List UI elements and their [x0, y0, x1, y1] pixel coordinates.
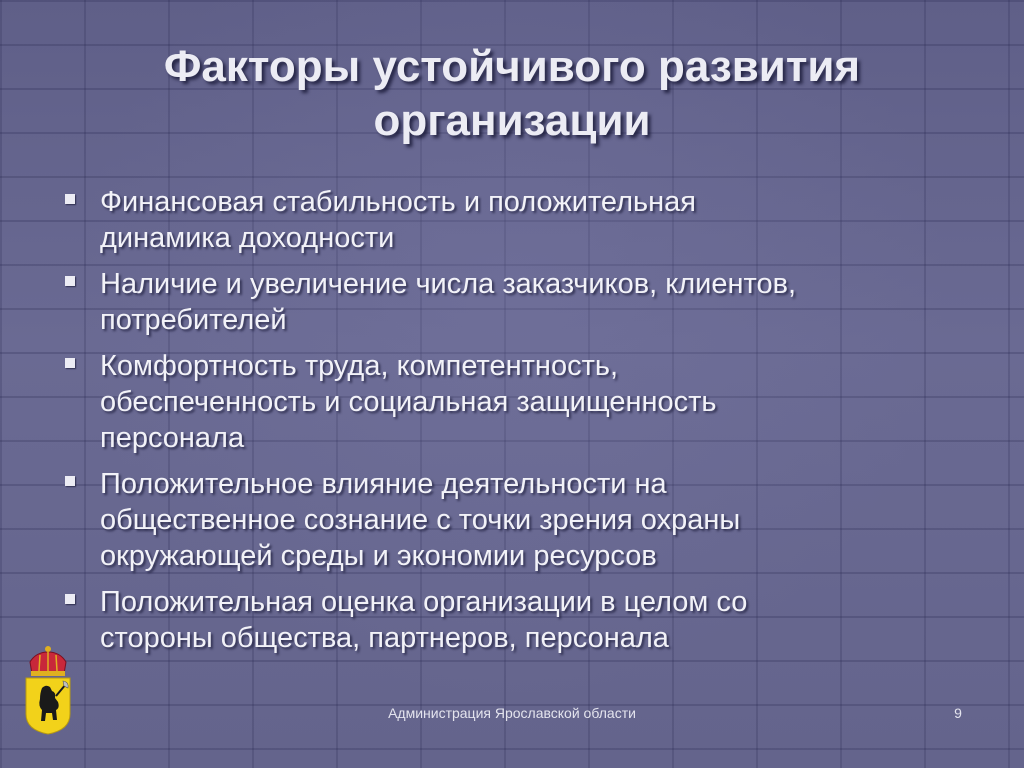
bullet-line: потребителей — [100, 304, 287, 336]
slide-title-line-2: организации — [373, 96, 651, 145]
shield-icon — [26, 678, 70, 734]
bullet-item-customers — [62, 266, 962, 338]
bullet-item-public-influence — [62, 466, 962, 574]
yaroslavl-coat-of-arms-icon — [22, 644, 74, 736]
bullet-line: обеспеченность и социальная защищенность — [100, 386, 717, 418]
bullet-line: персонала — [100, 422, 245, 454]
square-bullet-icon — [65, 194, 75, 204]
slide-title — [60, 40, 964, 148]
bullet-line: динамика доходности — [100, 222, 395, 254]
square-bullet-icon — [65, 594, 75, 604]
square-bullet-icon — [65, 358, 75, 368]
bullet-item-financial-stability — [62, 184, 962, 256]
bullet-line: Финансовая стабильность и положительная — [100, 186, 696, 218]
bullet-item-work-comfort — [62, 348, 962, 456]
bullet-list — [62, 184, 962, 666]
bullet-item-public-assessment — [62, 584, 962, 656]
bullet-line: общественное сознание с точки зрения охраны — [100, 504, 741, 536]
bullet-line: окружающей среды и экономии ресурсов — [100, 540, 657, 572]
bullet-line: стороны общества, партнеров, персонала — [100, 622, 669, 654]
crown-icon — [30, 646, 66, 676]
square-bullet-icon — [65, 276, 75, 286]
bullet-line: Положительная оценка организации в целом со — [100, 586, 748, 618]
bullet-line: Наличие и увеличение числа заказчиков, клиентов, — [100, 268, 797, 300]
slide-title-line-1: Факторы устойчивого развития — [163, 42, 861, 91]
page-number: 9 — [954, 705, 962, 721]
square-bullet-icon — [65, 476, 75, 486]
footer-organization: Администрация Ярославской области — [388, 705, 636, 721]
bullet-line: Комфортность труда, компетентность, — [100, 350, 619, 382]
bullet-line: Положительное влияние деятельности на — [100, 468, 667, 500]
